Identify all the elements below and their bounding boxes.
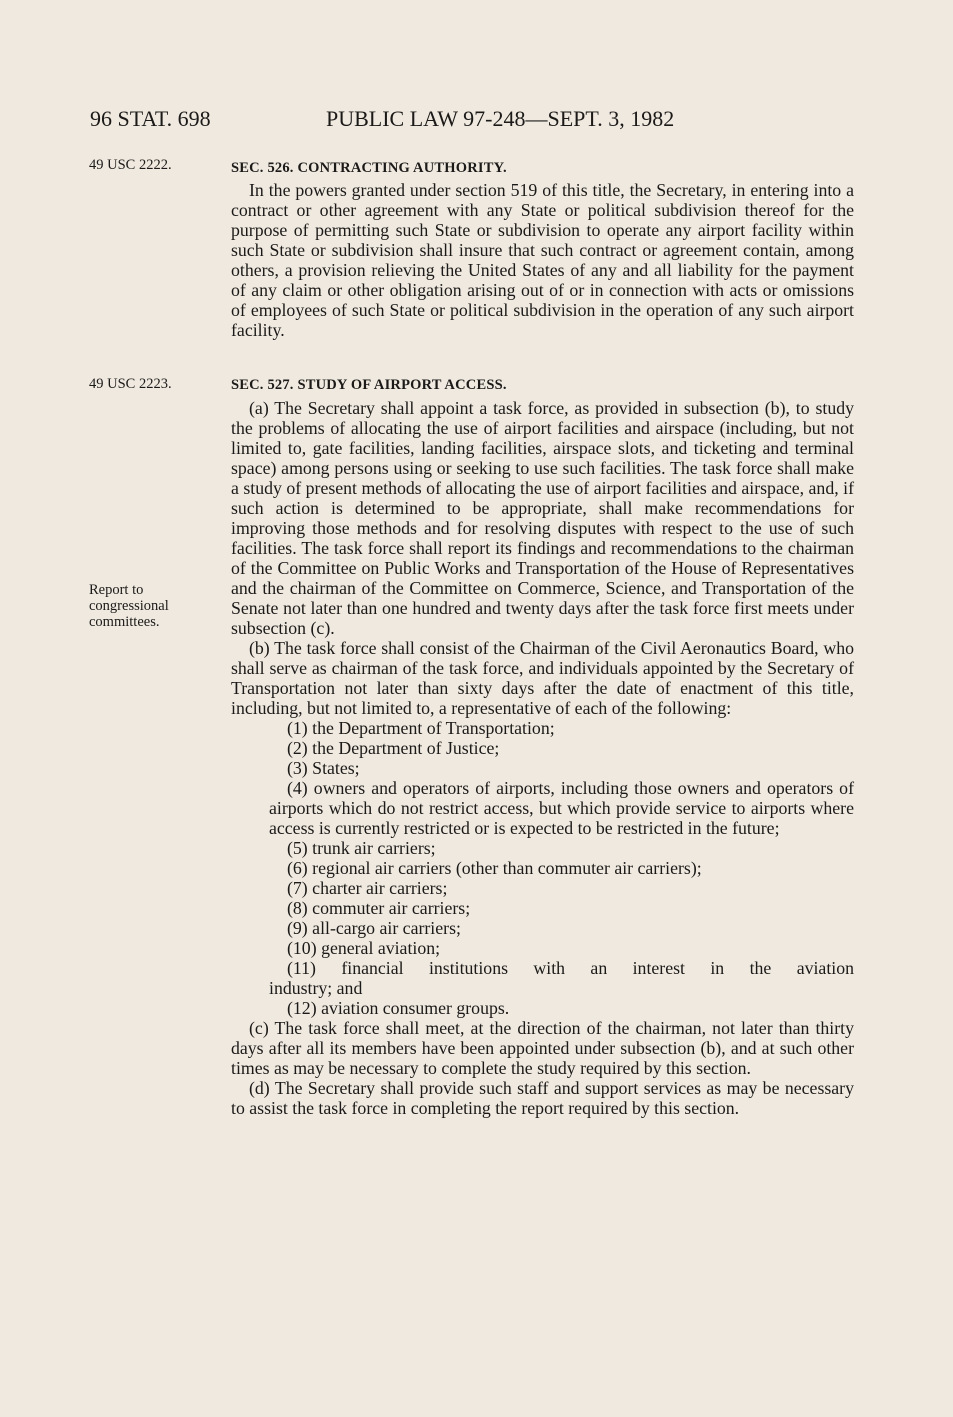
section-heading: SEC. 526. CONTRACTING AUTHORITY. [231,160,507,176]
list-item: (7) charter air carriers; [287,878,448,898]
member-list [231,718,854,1018]
subsection-d: (d) The Secretary shall provide such staff and support services as may be necessary to assist the task force in completing the report required by this section. [231,1078,854,1118]
list-item: (3) States; [287,758,360,778]
section-527 [231,375,854,1118]
margin-note-line: committees. [89,614,160,630]
list-item-text: (4) owners and operators of airports, including those owners and operators of airports which do not restrict access, but which provide service to airports where access is currently restricted or is expected to be restricted in the future; [269,778,854,838]
list-item [231,778,854,838]
list-item: (12) aviation consumer groups. [287,998,510,1018]
list-item: (10) general aviation; [287,938,441,958]
margin-note-line: Report to [89,582,144,598]
stat-reference: 96 STAT. 698 [90,106,211,131]
list-item: (8) commuter air carriers; [287,898,471,918]
subsection-a: (a) The Secretary shall appoint a task force, as provided in subsection (b), to study the problems of allocating the use of airport facilities and airspace (including, but not limited to, gate facilities, landing facilities, airspace slots, and ticketing and terminal space) among persons using or seeking to use such facilities. The task force shall make a study of present methods of allocating the use of airport facilities and airspace, and, if such action is determined to be appropriate, shall make recommendations for improving those methods and for resolving disputes with respect to the use of such facilities. The task force shall report its findings and recommendations to the chairman of the Committee on Public Works and Transportation of the House of Representatives and the chairman of the Committee on Commerce, Science, and Transportation of the Senate not later than one hundred and twenty days after the task force first meets under subsection (c). [231,398,854,638]
list-item: (9) all-cargo air carriers; [287,918,461,938]
list-item-continuation: industry; and [269,978,363,998]
list-item: (6) regional air carriers (other than commuter air carriers); [287,858,702,878]
margin-note-usc-2222: 49 USC 2222. [89,157,172,173]
section-heading: SEC. 527. STUDY OF AIRPORT ACCESS. [231,377,507,393]
subsection-b: (b) The task force shall consist of the Chairman of the Civil Aeronautics Board, who shall serve as chairman of the task force, and individuals appointed by the Secretary of Transportation not later than sixty days after the date of enactment of this title, including, but not limited to, a representative of each of the following: [231,638,854,718]
margin-note-usc-2223: 49 USC 2223. [89,376,172,392]
list-item: (11) financial institutions with an interest in the aviation [287,958,854,978]
margin-note-line: congressional [89,598,169,614]
page-header [90,106,740,140]
section-526 [231,158,854,340]
margin-note-report [89,582,169,630]
public-law-reference: PUBLIC LAW 97-248—SEPT. 3, 1982 [326,106,675,131]
list-item: (2) the Department of Justice; [287,738,500,758]
section-paragraph: In the powers granted under section 519 of this title, the Secretary, in entering into a contract or other agreement with any State or political subdivision thereof for the purpose of permitting such State or subdivision to operate any airport facility within such State or subdivision shall insure that such contract or agreement contain, among others, a provision relieving the United States of any and all liability for the payment of any claim or other obligation arising out of or in connection with acts or omissions of employees of such State or political subdivision in the operation of any such airport facility. [231,180,854,340]
list-item: (5) trunk air carriers; [287,838,436,858]
subsection-c: (c) The task force shall meet, at the direction of the chairman, not later than thirty days after all its members have been appointed under subsection (b), and at such other times as may be necessary to complete the study required by this section. [231,1018,854,1078]
list-item: (1) the Department of Transportation; [287,718,555,738]
